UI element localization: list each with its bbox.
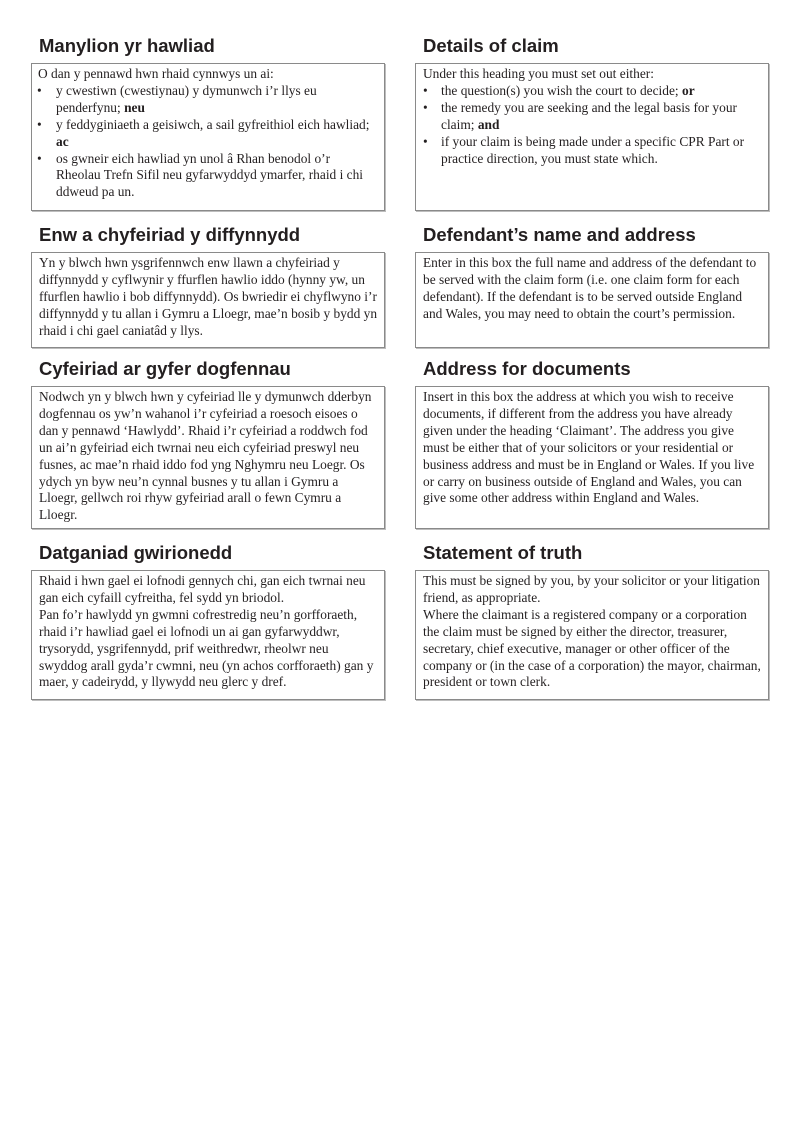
documents-address-box-welsh	[31, 386, 385, 529]
statement-of-truth-para1-english: This must be signed by you, by your solicitor or your litigation friend, as appropriate.	[423, 573, 760, 605]
defendant-body-english: Enter in this box the full name and address of the defendant to be served with the claim form (i.e. one claim form for each defendant). If the defendant is to be served outside England and Wales, you may need to obtain the court’s permission.	[423, 255, 757, 321]
claim-details-intro-welsh: O dan y pennawd hwn rhaid cynnwys un ai:	[38, 66, 274, 81]
claim-details-list-welsh	[38, 83, 377, 201]
claim-details-list-english	[423, 83, 761, 168]
defendant-section-welsh	[31, 224, 385, 348]
statement-of-truth-box-welsh	[31, 570, 385, 700]
documents-address-section-welsh	[31, 358, 385, 529]
statement-of-truth-heading-welsh: Datganiad gwirionedd	[39, 542, 233, 563]
claim-details-intro-english: Under this heading you must set out either:	[423, 66, 654, 81]
claim-details-box-english	[415, 63, 769, 211]
statement-of-truth-heading-english: Statement of truth	[423, 542, 583, 563]
statement-of-truth-section-welsh	[31, 542, 385, 700]
defendant-heading-english: Defendant’s name and address	[423, 224, 696, 245]
claim-details-section-welsh	[31, 35, 385, 211]
statement-of-truth-para2-welsh: Pan fo’r hawlydd yn gwmni cofrestredig neu’n gorfforaeth, rhaid i’r hawliad gael ei lofnodi un ai gan gyfarwyddwr, trysorydd, ysgrifennydd, prif weithredwr, rheolwr neu swyddog arall gyda’r cwmni, neu (yn achos corfforaeth) gan y maer, y cadeirydd, y llywydd neu glerc y dref.	[39, 606, 374, 690]
defendant-box-welsh	[31, 252, 385, 348]
claim-details-section-english	[415, 35, 769, 211]
list-item: • the remedy you are seeking and the legal basis for your claim; and	[423, 100, 761, 134]
claim-details-heading-english: Details of claim	[423, 35, 559, 56]
list-item: • y cwestiwn (cwestiynau) y dymunwch i’r llys eu penderfynu; neu	[38, 83, 377, 117]
defendant-section-english	[415, 224, 769, 348]
documents-address-heading-english: Address for documents	[423, 358, 631, 379]
documents-address-section-english	[415, 358, 769, 529]
documents-address-heading-welsh: Cyfeiriad ar gyfer dogfennau	[39, 358, 291, 379]
documents-address-body-english: Insert in this box the address at which you wish to receive documents, if different from the address you have already given under the heading ‘Claimant’. The address you give must be either that of your solicitors or your residential or business address and must be in England or Wales. If you live or carry on business outside of England and Wales, you can give some other address within England and Wales.	[423, 389, 755, 506]
list-item: • os gwneir eich hawliad yn unol â Rhan benodol o’r Rheolau Trefn Sifil neu gyfarwyddyd ymarfer, rhaid i chi ddweud pa un.	[38, 151, 377, 202]
statement-of-truth-box-english	[415, 570, 769, 700]
list-item: • y feddyginiaeth a geisiwch, a sail gyfreithiol eich hawliad; ac	[38, 117, 377, 151]
statement-of-truth-section-english	[415, 542, 769, 700]
statement-of-truth-para2-english: Where the claimant is a registered company or a corporation the claim must be signed by either the director, treasurer, secretary, chief executive, manager or other officer of the company or (in the case of a corporation) the mayor, chairman, president or town clerk.	[423, 606, 761, 690]
defendant-box-english	[415, 252, 769, 348]
documents-address-body-welsh: Nodwch yn y blwch hwn y cyfeiriad lle y dymunwch dderbyn dogfennau os yw’n wahanol i’r cyfeiriad a roesoch eisoes o dan y pennawd ‘Hawlydd’. Rhaid i’r cyfeiriad a roddwch fod un ai’n gyfeiriad eich twrnai neu eich cyfeiriad preswyl neu fusnes, ac mae’n rhaid iddo fod yng Nghymru neu Loegr. Os ydych yn byw neu’n cynnal busnes y tu allan i Gymru a Lloegr, gellwch roi rhyw gyfeiriad arall o fewn Cymru a Lloegr.	[39, 389, 372, 523]
defendant-body-welsh: Yn y blwch hwn ysgrifennwch enw llawn a chyfeiriad y diffynnydd y cyflwynir y ffurflen hawlio iddo (hynny yw, un ffurflen hawlio i bob diffynnydd). Os bwriedir ei chyflwyno i’r diffynnydd y tu allan i Gymru a Lloegr, mae’n bosib y bydd yn rhaid i chi gael caniatâd y llys.	[39, 255, 378, 338]
list-item: • if your claim is being made under a specific CPR Part or practice direction, you must state which.	[423, 134, 761, 168]
defendant-heading-welsh: Enw a chyfeiriad y diffynnydd	[39, 224, 301, 245]
claim-details-box-welsh	[31, 63, 385, 211]
statement-of-truth-para1-welsh: Rhaid i hwn gael ei lofnodi gennych chi, gan eich twrnai neu gan eich cyfaill cyfreitha, fel sydd yn briodol.	[39, 573, 366, 605]
list-item: • the question(s) you wish the court to decide; or	[423, 83, 761, 100]
claim-details-heading-welsh: Manylion yr hawliad	[39, 35, 215, 56]
documents-address-box-english	[415, 386, 769, 529]
